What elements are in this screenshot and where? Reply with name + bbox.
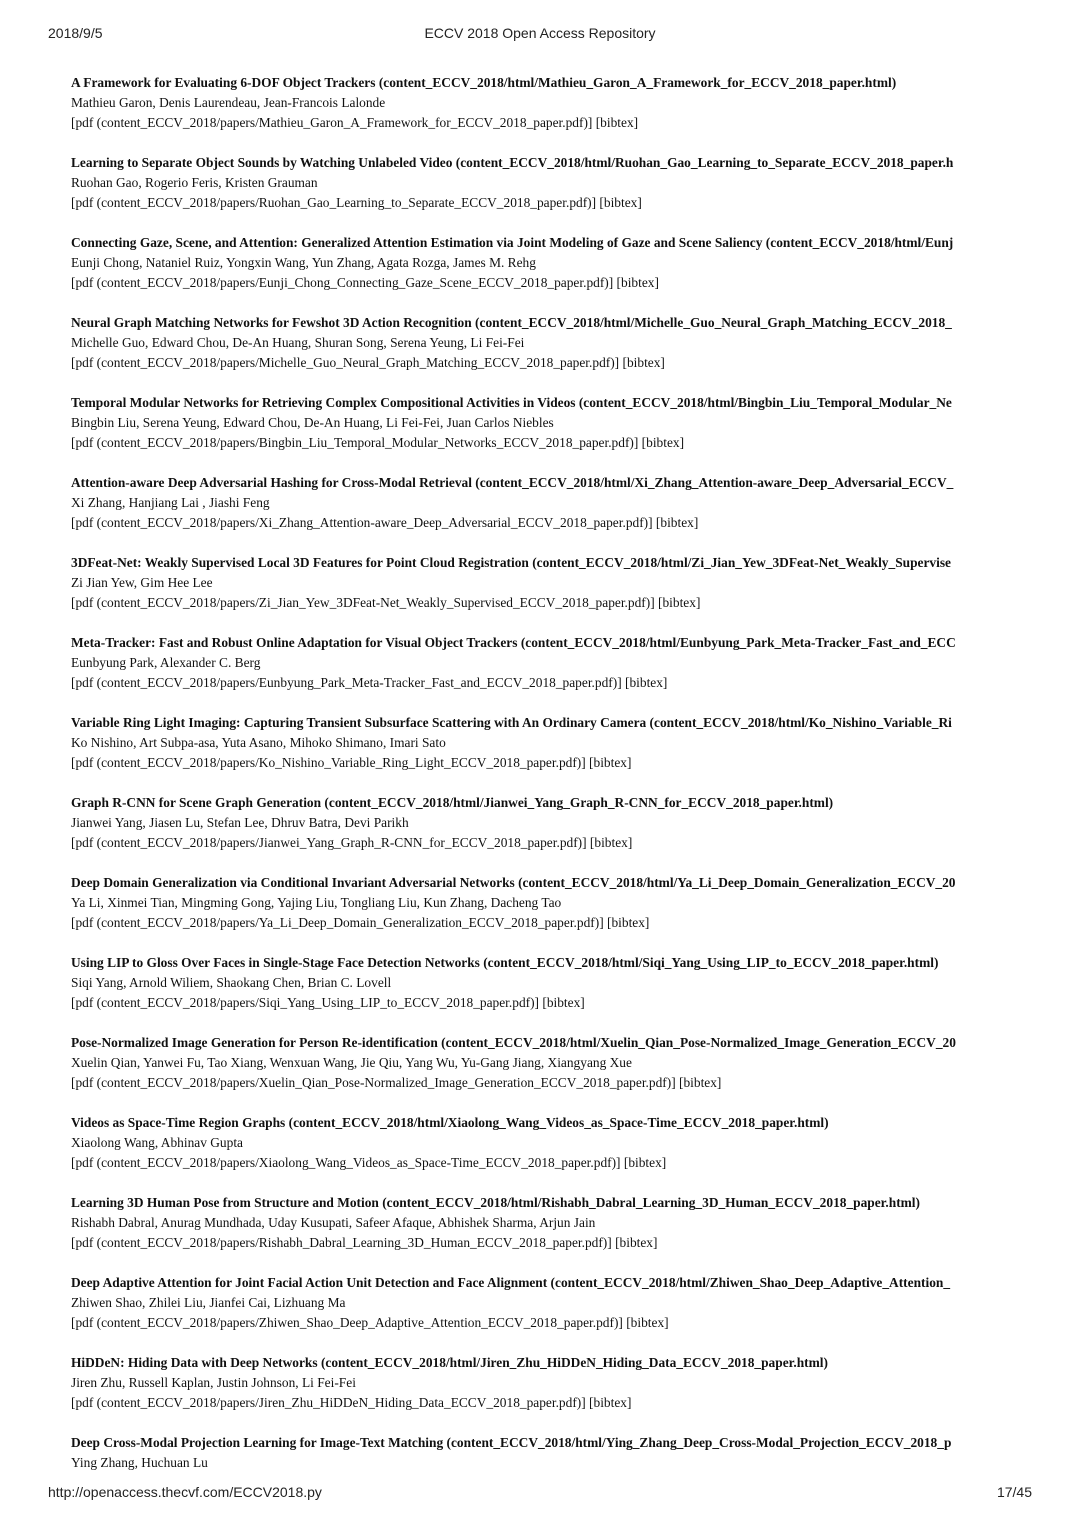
- paper-authors: Xi Zhang, Hanjiang Lai , Jiashi Feng: [71, 495, 270, 510]
- paper-authors: Ya Li, Xinmei Tian, Mingming Gong, Yajing Liu, Tongliang Liu, Kun Zhang, Dacheng Tao: [71, 895, 562, 910]
- paper-title-link[interactable]: Learning to Separate Object Sounds by Watching Unlabeled Video (content_ECCV_2018/html/Ruohan_Gao_Learning_to_Separate_ECCV_2018_paper.h: [71, 155, 954, 170]
- paper-authors: Ruohan Gao, Rogerio Feris, Kristen Grauman: [71, 175, 318, 190]
- paper-authors: Zhiwen Shao, Zhilei Liu, Jianfei Cai, Lizhuang Ma: [71, 1295, 346, 1310]
- paper-pdf-bibtex-links[interactable]: [pdf (content_ECCV_2018/papers/Michelle_Guo_Neural_Graph_Matching_ECCV_2018_paper.pdf)] [bibtex]: [71, 355, 665, 370]
- paper-authors: Ko Nishino, Art Subpa-asa, Yuta Asano, Mihoko Shimano, Imari Sato: [71, 735, 446, 750]
- paper-title-link[interactable]: Meta-Tracker: Fast and Robust Online Adaptation for Visual Object Trackers (content_ECCV_2018/html/Eunbyung_Park_Meta-Tracker_Fast_and_ECC: [71, 635, 956, 650]
- paper-authors: Mathieu Garon, Denis Laurendeau, Jean-Francois Lalonde: [71, 95, 386, 110]
- paper-entry: [71, 953, 1032, 1033]
- paper-pdf-bibtex-links[interactable]: [pdf (content_ECCV_2018/papers/Eunji_Chong_Connecting_Gaze_Scene_ECCV_2018_paper.pdf)] [bibtex]: [71, 275, 659, 290]
- paper-title-link[interactable]: A Framework for Evaluating 6-DOF Object Trackers (content_ECCV_2018/html/Mathieu_Garon_A_Framework_for_ECCV_2018_paper.html): [71, 75, 897, 90]
- paper-title-link[interactable]: Deep Cross-Modal Projection Learning for Image-Text Matching (content_ECCV_2018/html/Ying_Zhang_Deep_Cross-Modal_Projection_ECCV_2018_p: [71, 1435, 952, 1450]
- paper-authors: Siqi Yang, Arnold Wiliem, Shaokang Chen, Brian C. Lovell: [71, 975, 392, 990]
- paper-title-link[interactable]: Variable Ring Light Imaging: Capturing Transient Subsurface Scattering with An Ordinary Camera (content_ECCV_2018/html/Ko_Nishino_Variable_Ri: [71, 715, 952, 730]
- paper-entry: [71, 393, 1032, 473]
- paper-authors: Michelle Guo, Edward Chou, De-An Huang, Shuran Song, Serena Yeung, Li Fei-Fei: [71, 335, 525, 350]
- paper-entry: [71, 1113, 1032, 1193]
- paper-pdf-bibtex-links[interactable]: [pdf (content_ECCV_2018/papers/Mathieu_Garon_A_Framework_for_ECCV_2018_paper.pdf)] [bibtex]: [71, 115, 639, 130]
- paper-pdf-bibtex-links[interactable]: [pdf (content_ECCV_2018/papers/Xi_Zhang_Attention-aware_Deep_Adversarial_ECCV_2018_paper.pdf)] [bibtex]: [71, 515, 699, 530]
- paper-pdf-bibtex-links[interactable]: [pdf (content_ECCV_2018/papers/Rishabh_Dabral_Learning_3D_Human_ECCV_2018_paper.pdf)] [bibtex]: [71, 1235, 658, 1250]
- paper-pdf-bibtex-links[interactable]: [pdf (content_ECCV_2018/papers/Xiaolong_Wang_Videos_as_Space-Time_ECCV_2018_paper.pdf)] [bibtex]: [71, 1155, 667, 1170]
- paper-title-link[interactable]: Deep Domain Generalization via Conditional Invariant Adversarial Networks (content_ECCV_2018/html/Ya_Li_Deep_Domain_Generalization_ECCV_20: [71, 875, 956, 890]
- print-footer: [48, 1484, 1032, 1504]
- paper-entry: [71, 73, 1032, 153]
- paper-pdf-bibtex-links[interactable]: [pdf (content_ECCV_2018/papers/Xuelin_Qian_Pose-Normalized_Image_Generation_ECCV_2018_paper.pdf)] [bibtex]: [71, 1075, 722, 1090]
- paper-pdf-bibtex-links[interactable]: [pdf (content_ECCV_2018/papers/Eunbyung_Park_Meta-Tracker_Fast_and_ECCV_2018_paper.pdf)] [bibtex]: [71, 675, 668, 690]
- paper-authors: Ying Zhang, Huchuan Lu: [71, 1455, 208, 1470]
- paper-authors: Zi Jian Yew, Gim Hee Lee: [71, 575, 213, 590]
- paper-pdf-bibtex-links[interactable]: [pdf (content_ECCV_2018/papers/Bingbin_Liu_Temporal_Modular_Networks_ECCV_2018_paper.pdf)] [bibtex]: [71, 435, 685, 450]
- paper-title-link[interactable]: Connecting Gaze, Scene, and Attention: Generalized Attention Estimation via Joint Modeling of Gaze and Scene Saliency (content_ECCV_2018/html/Eunj: [71, 235, 954, 250]
- paper-title-link[interactable]: Temporal Modular Networks for Retrieving Complex Compositional Activities in Videos (content_ECCV_2018/html/Bingbin_Liu_Temporal_Modular_Ne: [71, 395, 952, 410]
- paper-authors: Xuelin Qian, Yanwei Fu, Tao Xiang, Wenxuan Wang, Jie Qiu, Yang Wu, Yu-Gang Jiang, Xiangyang Xue: [71, 1055, 632, 1070]
- page-title: ECCV 2018 Open Access Repository: [424, 25, 656, 41]
- paper-pdf-bibtex-links[interactable]: [pdf (content_ECCV_2018/papers/Jiren_Zhu_HiDDeN_Hiding_Data_ECCV_2018_paper.pdf)] [bibtex]: [71, 1395, 632, 1410]
- paper-entry: [71, 873, 1032, 953]
- paper-pdf-bibtex-links[interactable]: [pdf (content_ECCV_2018/papers/Zi_Jian_Yew_3DFeat-Net_Weakly_Supervised_ECCV_2018_paper.pdf)] [bibtex]: [71, 595, 701, 610]
- paper-title-link[interactable]: 3DFeat-Net: Weakly Supervised Local 3D Features for Point Cloud Registration (content_ECCV_2018/html/Zi_Jian_Yew_3DFeat-Net_Weakly_Supervise: [71, 555, 951, 570]
- paper-authors: Xiaolong Wang, Abhinav Gupta: [71, 1135, 243, 1150]
- paper-entry: [71, 1033, 1032, 1113]
- paper-title-link[interactable]: Graph R-CNN for Scene Graph Generation (content_ECCV_2018/html/Jianwei_Yang_Graph_R-CNN_for_ECCV_2018_paper.html): [71, 795, 834, 810]
- print-header: [48, 25, 1032, 45]
- paper-pdf-bibtex-links[interactable]: [pdf (content_ECCV_2018/papers/Ko_Nishino_Variable_Ring_Light_ECCV_2018_paper.pdf)] [bibtex]: [71, 755, 632, 770]
- paper-title-link[interactable]: Deep Adaptive Attention for Joint Facial Action Unit Detection and Face Alignment (content_ECCV_2018/html/Zhiwen_Shao_Deep_Adaptive_Attention_: [71, 1275, 951, 1290]
- paper-entry: [71, 633, 1032, 713]
- paper-title-link[interactable]: Neural Graph Matching Networks for Fewshot 3D Action Recognition (content_ECCV_2018/html/Michelle_Guo_Neural_Graph_Matching_ECCV_2018_: [71, 315, 952, 330]
- paper-pdf-bibtex-links[interactable]: [pdf (content_ECCV_2018/papers/Zhiwen_Shao_Deep_Adaptive_Attention_ECCV_2018_paper.pdf)] [bibtex]: [71, 1315, 669, 1330]
- paper-title-link[interactable]: Attention-aware Deep Adversarial Hashing for Cross-Modal Retrieval (content_ECCV_2018/html/Xi_Zhang_Attention-aware_Deep_Adversarial_ECCV_: [71, 475, 954, 490]
- paper-entry: [71, 153, 1032, 233]
- paper-title-link[interactable]: Using LIP to Gloss Over Faces in Single-Stage Face Detection Networks (content_ECCV_2018/html/Siqi_Yang_Using_LIP_to_ECCV_2018_paper.html): [71, 955, 939, 970]
- paper-authors: Eunji Chong, Nataniel Ruiz, Yongxin Wang, Yun Zhang, Agata Rozga, James M. Rehg: [71, 255, 536, 270]
- paper-authors: Eunbyung Park, Alexander C. Berg: [71, 655, 261, 670]
- paper-entry: [71, 713, 1032, 793]
- page-url: http://openaccess.thecvf.com/ECCV2018.py: [48, 1484, 322, 1500]
- paper-title-link[interactable]: Learning 3D Human Pose from Structure and Motion (content_ECCV_2018/html/Rishabh_Dabral_Learning_3D_Human_ECCV_2018_paper.html): [71, 1195, 920, 1210]
- paper-pdf-bibtex-links[interactable]: [pdf (content_ECCV_2018/papers/Siqi_Yang_Using_LIP_to_ECCV_2018_paper.pdf)] [bibtex]: [71, 995, 585, 1010]
- paper-entry: [71, 553, 1032, 633]
- page-number: 17/45: [996, 1484, 1032, 1500]
- paper-title-link[interactable]: HiDDeN: Hiding Data with Deep Networks (content_ECCV_2018/html/Jiren_Zhu_HiDDeN_Hiding_Data_ECCV_2018_paper.html): [71, 1355, 828, 1370]
- print-date: 2018/9/5: [48, 25, 103, 41]
- paper-entry: [71, 233, 1032, 313]
- paper-authors: Jiren Zhu, Russell Kaplan, Justin Johnson, Li Fei-Fei: [71, 1375, 356, 1390]
- paper-entry: [71, 1273, 1032, 1353]
- paper-title-link[interactable]: Videos as Space-Time Region Graphs (content_ECCV_2018/html/Xiaolong_Wang_Videos_as_Space-Time_ECCV_2018_paper.html): [71, 1115, 829, 1130]
- paper-entry: [71, 1193, 1032, 1273]
- paper-entry: [71, 1353, 1032, 1433]
- paper-entry: [71, 473, 1032, 553]
- paper-entry: [71, 313, 1032, 393]
- paper-title-link[interactable]: Pose-Normalized Image Generation for Person Re-identification (content_ECCV_2018/html/Xuelin_Qian_Pose-Normalized_Image_Generation_ECCV_20: [71, 1035, 956, 1050]
- paper-pdf-bibtex-links[interactable]: [pdf (content_ECCV_2018/papers/Jianwei_Yang_Graph_R-CNN_for_ECCV_2018_paper.pdf)] [bibtex]: [71, 835, 633, 850]
- paper-list: [71, 73, 1032, 1513]
- paper-pdf-bibtex-links[interactable]: [pdf (content_ECCV_2018/papers/Ya_Li_Deep_Domain_Generalization_ECCV_2018_paper.pdf)] [bibtex]: [71, 915, 650, 930]
- paper-entry: [71, 793, 1032, 873]
- paper-authors: Jianwei Yang, Jiasen Lu, Stefan Lee, Dhruv Batra, Devi Parikh: [71, 815, 409, 830]
- paper-authors: Bingbin Liu, Serena Yeung, Edward Chou, De-An Huang, Li Fei-Fei, Juan Carlos Niebles: [71, 415, 554, 430]
- paper-pdf-bibtex-links[interactable]: [pdf (content_ECCV_2018/papers/Ruohan_Gao_Learning_to_Separate_ECCV_2018_paper.pdf)] [bibtex]: [71, 195, 642, 210]
- paper-authors: Rishabh Dabral, Anurag Mundhada, Uday Kusupati, Safeer Afaque, Abhishek Sharma, Arjun Jain: [71, 1215, 596, 1230]
